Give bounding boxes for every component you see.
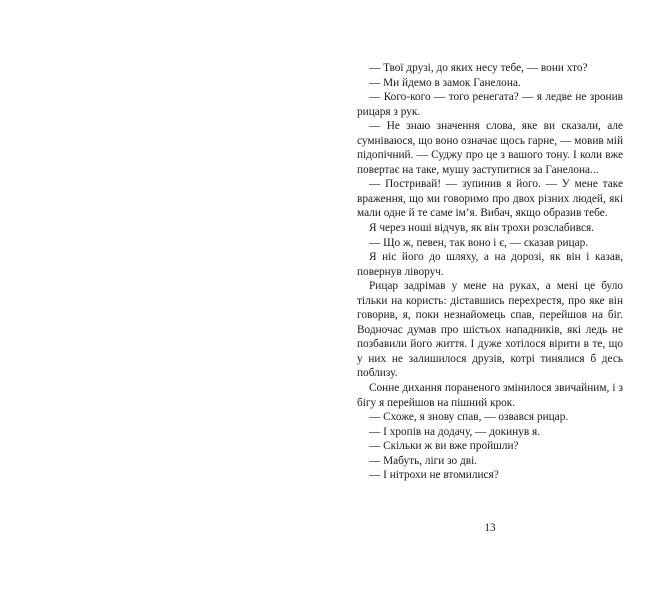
body-text	[357, 61, 623, 483]
paragraph: — Скільки ж ви вже пройшли?	[369, 440, 519, 453]
paragraph: Я ніс його до шляху, а на дорозі, як він і казав, повернув ліворуч.	[357, 251, 623, 278]
paragraph: Рицар задрімав у мене на руках, а мені це було тільки на користь: діставшись перехрестя, про яке він говорив, я, поки незнайомець спав, перейшов на біг. Водночас думав про шістьох нападників, які ледь не позбавили його життя. І дуже хотілося вірити в те, що у них не залишилося друзів, котрі тинялися б десь поблизу.	[357, 280, 623, 380]
paragraph: Сонне дихання пораненого змінилося звичайним, і з бігу я перейшов на пішний крок.	[357, 382, 623, 409]
paragraph: — Ми йдемо в замок Ганелона.	[369, 76, 521, 89]
paragraph: — Твої друзі, до яких несу тебе, — вони хто?	[369, 62, 588, 74]
paragraph: Я через ноші відчув, як він трохи розслабився.	[369, 222, 595, 235]
paragraph: — Мабуть, ліги зо дві.	[369, 454, 478, 467]
paragraph: — Постривай! — зупинив я його. — У мене таке враження, що ми говоримо про двох різних людей, які мали одне й те саме ім’я. Вибач, якщо образив тебе.	[357, 178, 623, 220]
paragraph: — Схоже, я знову спав, — озвався рицар.	[369, 411, 569, 424]
paragraph: — Не знаю значення слова, яке ви сказали, але сумніваюся, що воно означає щось гарне, — мовив мій підопічний. — Суджу про це з вашого тону. І коли вже повертає на таке, мушу заступитися за Ганелона...	[357, 120, 623, 176]
page-number: 13	[484, 522, 496, 534]
paragraph: — Кого-кого — того ренегата? — я ледве не зронив рицаря з рук.	[357, 91, 623, 118]
paragraph: — І нітрохи не втомилися?	[369, 469, 499, 482]
paragraph: — І хропів на додачу, — докинув я.	[369, 425, 541, 438]
paragraph: — Що ж, певен, так воно і є, — сказав рицар.	[369, 236, 589, 249]
